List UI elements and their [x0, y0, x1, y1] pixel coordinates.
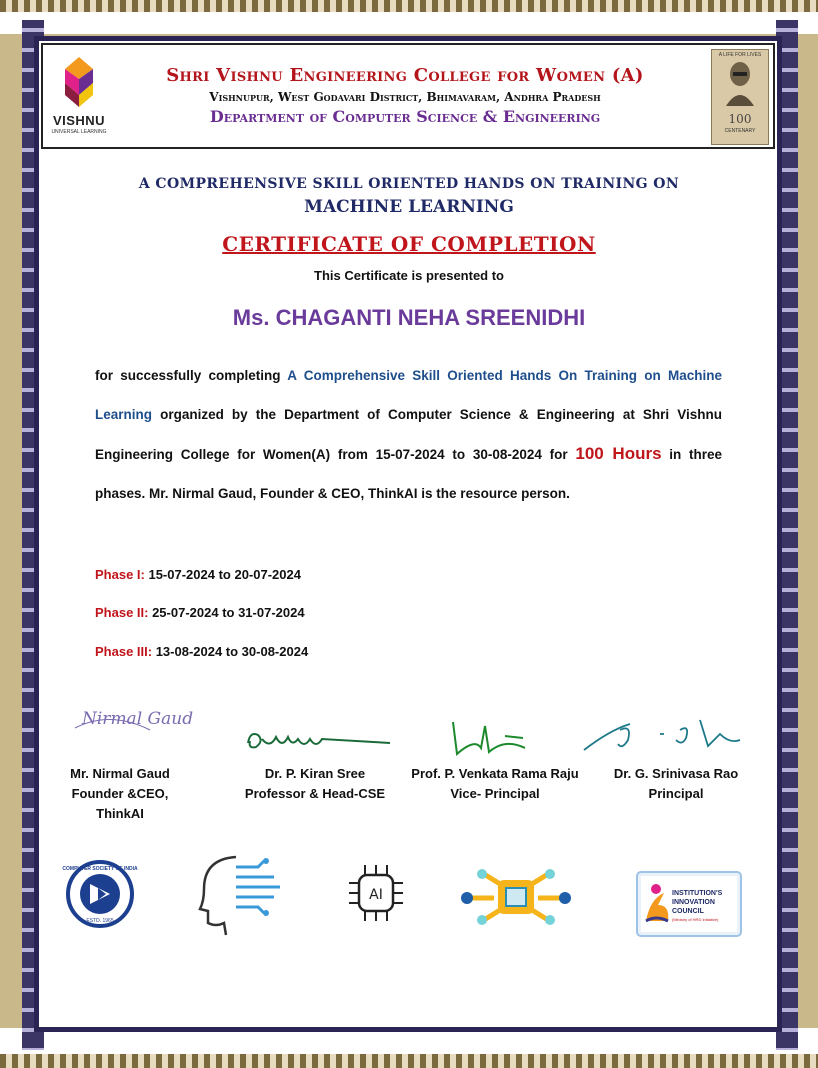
centenary-portrait: [711, 49, 769, 145]
bottom-ornament: [0, 1028, 818, 1068]
portrait-icon: [724, 60, 756, 106]
presented-to-text: This Certificate is presented to: [314, 268, 504, 283]
phase-1-label: Phase I:: [95, 567, 145, 582]
vishnu-logo: [49, 49, 109, 143]
svg-text:(Ministry of HRD Initiative): (Ministry of HRD Initiative): [672, 917, 719, 922]
training-subject: MACHINE LEARNING: [304, 197, 514, 217]
signatory-1: [50, 764, 190, 824]
csi-logo-icon: [62, 858, 138, 930]
program-name: A Comprehensive Skill Oriented Hands On Training on Machine Learning: [95, 368, 723, 422]
body-resource: in three phases. Mr. Nirmal Gaud, Founder & CEO, ThinkAI is the resource person.: [95, 447, 722, 501]
signatory-3: [400, 764, 590, 804]
hours-value: 100 Hours: [575, 444, 662, 463]
signatory-4-title: Principal: [648, 786, 704, 801]
signatory-4-name: Dr. G. Srinivasa Rao: [613, 766, 739, 781]
phase-1-dates: 15-07-2024 to 20-07-2024: [144, 567, 301, 582]
vishnu-logo-icon: [59, 55, 99, 109]
recipient-name: Ms. CHAGANTI NEHA SREENIDHI: [232, 305, 586, 330]
phase-2-dates: 25-07-2024 to 31-07-2024: [148, 605, 305, 620]
svg-text:ESTD. 1965: ESTD. 1965: [86, 918, 114, 924]
signature-srinivasa-rao: [580, 710, 750, 755]
training-title: A COMPREHENSIVE SKILL ORIENTED HANDS ON TRAINING ON: [138, 176, 680, 192]
iic-logo-icon: [636, 871, 742, 937]
svg-text:INSTITUTION'S: INSTITUTION'S: [672, 890, 723, 897]
phase-2-label: Phase II:: [95, 605, 149, 620]
svg-text:AI: AI: [369, 887, 383, 903]
signatory-3-name: Prof. P. Venkata Rama Raju: [411, 766, 579, 781]
signatory-2-name: Dr. P. Kiran Sree: [264, 766, 366, 781]
certificate-title: CERTIFICATE OF COMPLETION: [222, 232, 596, 256]
circuit-chip-icon: [460, 868, 572, 926]
body-organizer: organized by the Department of Computer Science & Engineering at Shri Vishnu Engineering College for Women(A) from 15-07-2024 to 30-08-2024 for: [95, 407, 722, 462]
svg-text:COMPUTER SOCIETY OF INDIA: COMPUTER SOCIETY OF INDIA: [62, 866, 138, 872]
portrait-caption: A LIFE FOR LIVES: [718, 52, 762, 58]
signature-venkata-rama-raju: [445, 718, 535, 763]
logo-text: VISHNU: [52, 113, 106, 128]
svg-text:Nirmal Gaud: Nirmal Gaud: [82, 709, 194, 729]
header-band: [41, 43, 775, 149]
signatory-2-title: Professor & Head-CSE: [244, 786, 386, 801]
phase-3: [95, 644, 308, 659]
phase-3-dates: 13-08-2024 to 30-08-2024: [152, 644, 309, 659]
svg-text:COUNCIL: COUNCIL: [672, 908, 704, 915]
signatory-4: [596, 764, 756, 804]
logo-subtext: UNIVERSAL LEARNING: [51, 129, 107, 135]
svg-text:INNOVATION: INNOVATION: [672, 899, 715, 906]
signatory-3-title: Vice- Principal: [450, 786, 540, 801]
ai-chip-icon: [347, 861, 405, 925]
signatory-1-name: Mr. Nirmal Gaud: [70, 766, 170, 781]
phase-3-label: Phase III:: [95, 644, 153, 659]
department-name: Department of Computer Science & Engineering: [209, 107, 601, 126]
portrait-label: CENTENARY: [724, 128, 756, 134]
signatory-2: [240, 764, 390, 804]
signatory-1-title: Founder &CEO, ThinkAI: [71, 786, 169, 821]
top-ornament: [0, 0, 818, 34]
college-name: Shri Vishnu Engineering College for Women (A): [166, 65, 644, 86]
college-address: Vishnupur, West Godavari District, Bhimavaram, Andhra Pradesh: [209, 90, 601, 104]
certificate-body: [95, 356, 722, 513]
signature-nirmal-gaud: [70, 700, 194, 760]
portrait-year: 100: [728, 112, 752, 126]
signature-kiran-sree: [240, 725, 400, 755]
body-intro: for successfully completing: [95, 368, 288, 383]
ai-head-icon: [196, 853, 286, 937]
phase-1: [95, 567, 301, 582]
phase-2: [95, 605, 305, 620]
